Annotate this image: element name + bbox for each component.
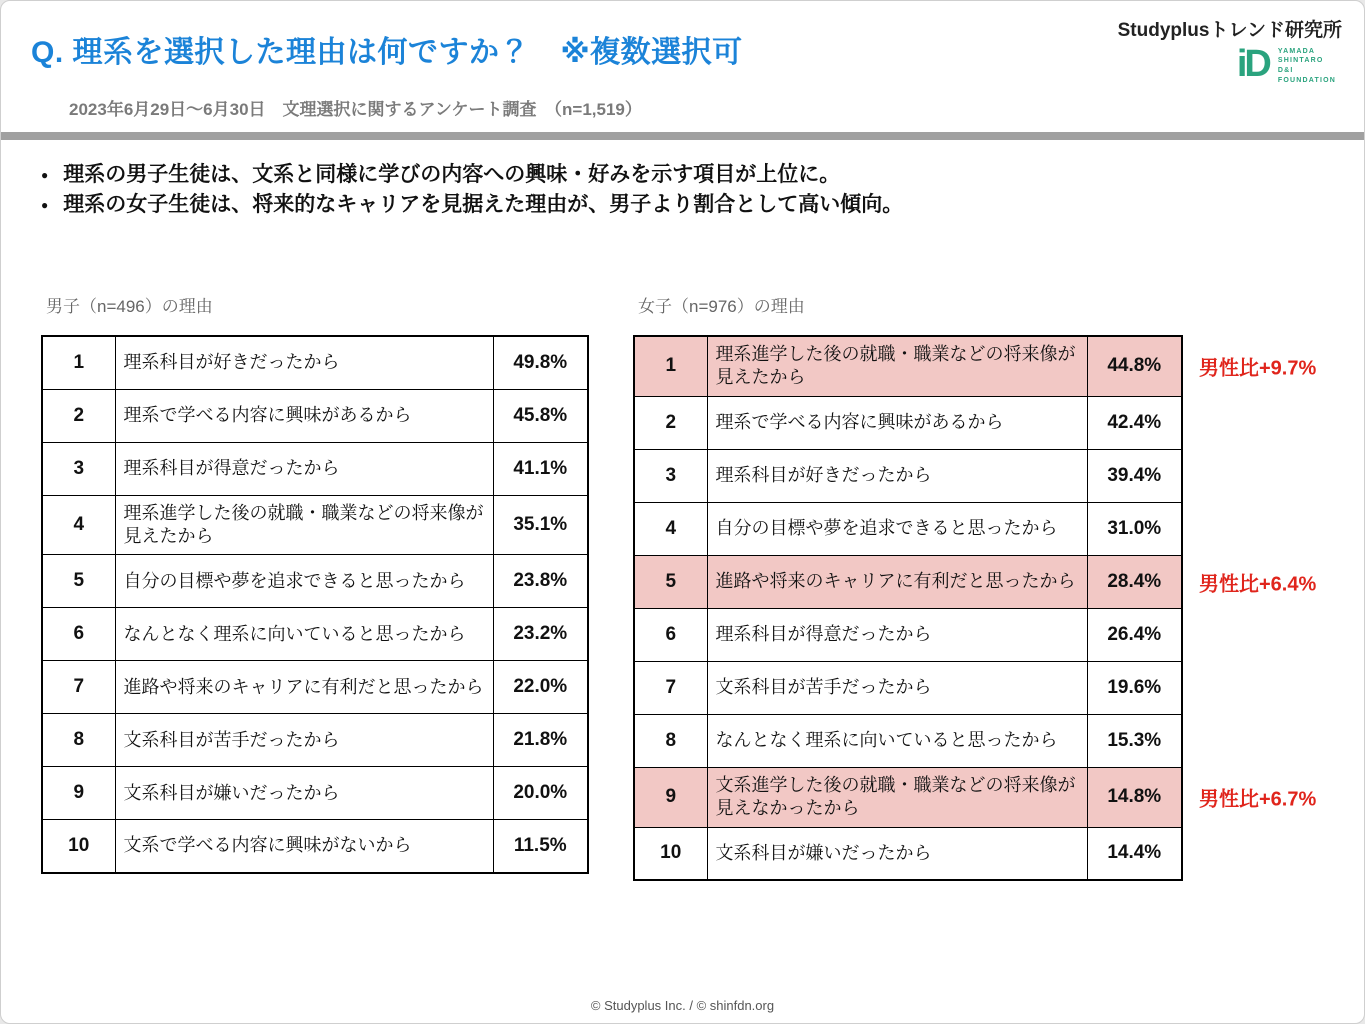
id-logo-icon: iD: [1236, 43, 1269, 85]
reason-cell: 理系科目が好きだったから: [707, 449, 1087, 502]
reason-cell: 進路や将来のキャリアに有利だと思ったから: [707, 555, 1087, 608]
value-cell: [1087, 555, 1317, 608]
reason-cell: 理系進学した後の就職・職業などの将来像が見えたから: [707, 336, 1087, 396]
percent-value: 49.8%: [513, 351, 568, 373]
value-cell: [1087, 336, 1317, 396]
reason-cell: 文系科目が嫌いだったから: [115, 767, 493, 820]
rank-cell: 2: [42, 389, 115, 442]
page-title: Q. 理系を選択した理由は何ですか？ ※複数選択可: [31, 36, 743, 69]
footer-copyright: © Studyplus Inc. / © shinfdn.org: [590, 998, 775, 1013]
value-cell: [493, 442, 588, 495]
percent-value: 14.8%: [1107, 786, 1162, 808]
table-row: [42, 555, 588, 608]
value-cell: [1087, 661, 1182, 714]
percent-value: 45.8%: [513, 404, 568, 426]
percent-value: 11.5%: [513, 835, 567, 857]
male-ranking-table: [41, 335, 589, 874]
percent-value: 23.2%: [513, 623, 568, 645]
percent-value: 21.8%: [513, 729, 568, 751]
logo-line: SHINTARO: [1277, 57, 1324, 65]
rank-cell: 1: [634, 336, 707, 396]
brand-name: Studyplusトレンド研究所: [1117, 20, 1342, 41]
bullet-icon: ●: [41, 197, 49, 212]
reason-cell: なんとなく理系に向いていると思ったから: [115, 608, 493, 661]
rank-cell: 3: [42, 442, 115, 495]
finding-text: 理系の女子生徒は、将来的なキャリアを見据えた理由が、男子より割合として高い傾向。: [63, 192, 904, 216]
percent-value: 42.4%: [1107, 411, 1162, 433]
male-diff-annotation: 男性比+6.4%: [1199, 573, 1317, 596]
percent-value: 22.0%: [513, 676, 568, 698]
rank-cell: 2: [634, 396, 707, 449]
table-row: [42, 767, 588, 820]
percent-value: 14.4%: [1107, 842, 1162, 864]
survey-meta: 2023年6月29日〜6月30日 文理選択に関するアンケート調査 （n=1,519）: [69, 100, 642, 119]
finding-text: 理系の男子生徒は、文系と同様に学びの内容への興味・好みを示す項目が上位に。: [63, 163, 841, 186]
value-cell: [493, 608, 588, 661]
rank-cell: 8: [634, 714, 707, 767]
rank-cell: 4: [634, 502, 707, 555]
list-item: [41, 191, 903, 219]
value-cell: [493, 555, 588, 608]
rank-cell: 7: [42, 661, 115, 714]
rank-cell: 4: [42, 495, 115, 555]
table-row: [634, 714, 1182, 767]
reason-cell: 文系科目が苦手だったから: [115, 714, 493, 767]
reason-cell: 自分の目標や夢を追求できると思ったから: [115, 555, 493, 608]
rank-cell: 9: [42, 767, 115, 820]
percent-value: 35.1%: [513, 513, 568, 535]
percent-value: 39.4%: [1107, 464, 1162, 486]
table-row: [634, 449, 1182, 502]
list-item: [41, 161, 903, 189]
table-row: [42, 820, 588, 873]
value-cell: [493, 767, 588, 820]
rank-cell: 7: [634, 661, 707, 714]
table-row: [42, 442, 588, 495]
bullet-icon: ●: [41, 168, 49, 182]
value-cell: [1087, 396, 1182, 449]
value-cell: [1087, 767, 1317, 827]
header-divider: [1, 132, 1364, 140]
table-row: [42, 495, 588, 555]
rank-cell: 9: [634, 767, 707, 827]
table-row: [634, 608, 1182, 661]
rank-cell: 6: [634, 608, 707, 661]
value-cell: [1087, 608, 1182, 661]
table-row: [634, 661, 1182, 714]
reason-cell: 理系科目が好きだったから: [115, 336, 493, 389]
reason-cell: 文系科目が嫌いだったから: [707, 827, 1087, 880]
reason-cell: 理系で学べる内容に興味があるから: [707, 396, 1087, 449]
percent-value: 31.0%: [1107, 517, 1162, 539]
female-ranking-table: [633, 335, 1317, 881]
logo-line: FOUNDATION: [1277, 76, 1336, 84]
percent-value: 44.8%: [1107, 355, 1162, 377]
table-row: [634, 336, 1182, 396]
table-row: [634, 396, 1182, 449]
reason-cell: 自分の目標や夢を追求できると思ったから: [707, 502, 1087, 555]
percent-value: 28.4%: [1107, 570, 1162, 592]
value-cell: [493, 389, 588, 442]
logo-line: YAMADA: [1277, 47, 1316, 55]
rank-cell: 10: [42, 820, 115, 873]
value-cell: [493, 820, 588, 873]
value-cell: [1087, 827, 1182, 880]
reason-cell: 文系進学した後の就職・職業などの将来像が見えなかったから: [707, 767, 1087, 827]
percent-value: 19.6%: [1107, 676, 1162, 698]
table-row: [42, 608, 588, 661]
table-row: [42, 389, 588, 442]
rank-cell: 8: [42, 714, 115, 767]
percent-value: 15.3%: [1107, 729, 1162, 751]
table-row: [634, 767, 1182, 827]
table-row: [42, 336, 588, 389]
male-diff-annotation: 男性比+6.7%: [1199, 788, 1317, 811]
reason-cell: 理系で学べる内容に興味があるから: [115, 389, 493, 442]
reason-cell: 進路や将来のキャリアに有利だと思ったから: [115, 661, 493, 714]
table-row: [42, 661, 588, 714]
rank-cell: 1: [42, 336, 115, 389]
rank-cell: 10: [634, 827, 707, 880]
reason-cell: 理系科目が得意だったから: [707, 608, 1087, 661]
rank-cell: 3: [634, 449, 707, 502]
male-diff-annotation: 男性比+9.7%: [1199, 357, 1317, 380]
value-cell: [493, 661, 588, 714]
reason-cell: 理系科目が得意だったから: [115, 442, 493, 495]
table-row: [634, 502, 1182, 555]
percent-value: 41.1%: [513, 457, 568, 479]
percent-value: 26.4%: [1107, 623, 1162, 645]
value-cell: [1087, 449, 1182, 502]
table-row: [634, 827, 1182, 880]
male-table-title: 男子（n=496）の理由: [46, 297, 213, 316]
foundation-logo: [1236, 43, 1336, 85]
rank-cell: 5: [42, 555, 115, 608]
percent-value: 23.8%: [513, 570, 568, 592]
percent-value: 20.0%: [513, 782, 568, 804]
value-cell: [1087, 714, 1182, 767]
table-row: [42, 714, 588, 767]
reason-cell: 文系で学べる内容に興味がないから: [115, 820, 493, 873]
value-cell: [493, 495, 588, 555]
value-cell: [493, 714, 588, 767]
rank-cell: 5: [634, 555, 707, 608]
foundation-logo-text: [1278, 48, 1336, 85]
table-row: [634, 555, 1182, 608]
logo-line: D&I: [1277, 67, 1294, 74]
value-cell: [493, 336, 588, 389]
female-table-title: 女子（n=976）の理由: [638, 297, 805, 316]
reason-cell: 文系科目が苦手だったから: [707, 661, 1087, 714]
reason-cell: 理系進学した後の就職・職業などの将来像が見えたから: [115, 495, 493, 555]
key-findings-list: [41, 161, 903, 220]
rank-cell: 6: [42, 608, 115, 661]
reason-cell: なんとなく理系に向いていると思ったから: [707, 714, 1087, 767]
value-cell: [1087, 502, 1182, 555]
